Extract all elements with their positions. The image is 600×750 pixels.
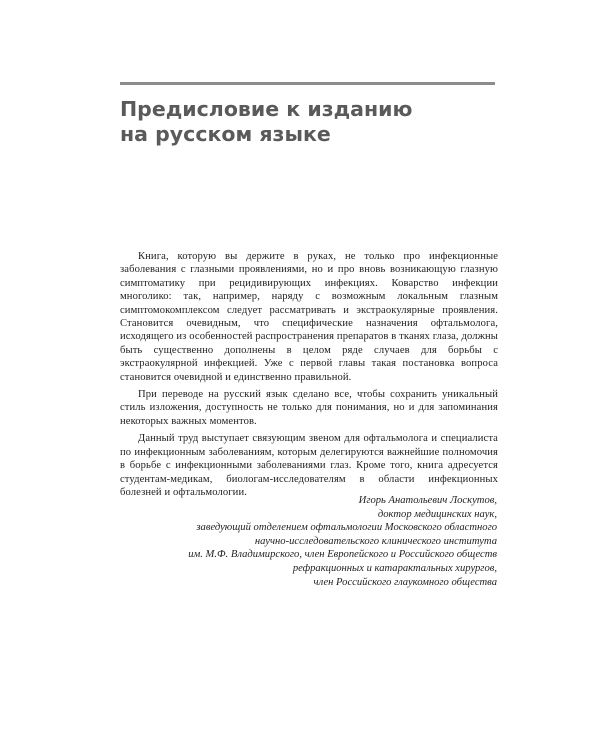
signature-position-line-2: научно-исследовательского клинического института bbox=[254, 535, 497, 547]
paragraph-1: Книга, которую вы держите в руках, не только про инфекционные заболевания с глазными проявлениями, но и про вновь возникающую глазную симптоматику при рецидивирующих инфекциях. Коварство инфекции многолико: так, например, наряду с возможным локальным глазным симптомокомплексом следует рассматривать и экстраокулярные проявления. Становится очевидным, что специфические назначения офтальмолога, исходящего из особенностей распространения препаратов в тканях глаза, должны быть существенно дополнены в целом ряде случаев для борьбы с экстраокулярной инфекцией. Уже с первой главы такая постановка вопроса становится очевидной и единственно правильной. bbox=[120, 251, 498, 383]
signature-name: Игорь Анатольевич Лоскутов, bbox=[358, 495, 497, 506]
chapter-title-line-1: Предисловие к изданию bbox=[120, 97, 413, 121]
signature-position-line-5: член Российского глаукомного общества bbox=[313, 576, 497, 588]
signature-position-line-3: им. М.Ф. Владимирского, член Европейского и Российского обществ bbox=[188, 549, 497, 561]
author-signature-block bbox=[160, 494, 497, 589]
signature-position-line-4: рефракционных и катарактальных хирургов, bbox=[292, 562, 497, 574]
chapter-title-line-2: на русском языке bbox=[120, 122, 331, 146]
signature-degree: доктор медицинских наук, bbox=[377, 508, 497, 520]
paragraph-2: При переводе на русский язык сделано все, чтобы сохранить уникальный стиль изложения, доступность не только для понимания, но и для запоминания некоторых важных моментов. bbox=[120, 389, 498, 427]
paragraph-3: Данный труд выступает связующим звеном для офтальмолога и специалиста по инфекционным заболеваниям, которым делегируются важнейшие полномочия в борьбе с инфекционными заболеваниями глаз. Кроме того, книга адресуется студентам-медикам, биологам-исследователям в области инфекционных болезней и офтальмологии. bbox=[120, 433, 498, 498]
chapter-title bbox=[120, 97, 500, 147]
chapter-top-rule bbox=[120, 82, 495, 85]
preface-body bbox=[120, 250, 498, 499]
signature-position-line-1: заведующий отделением офтальмологии Московского областного bbox=[196, 522, 497, 534]
